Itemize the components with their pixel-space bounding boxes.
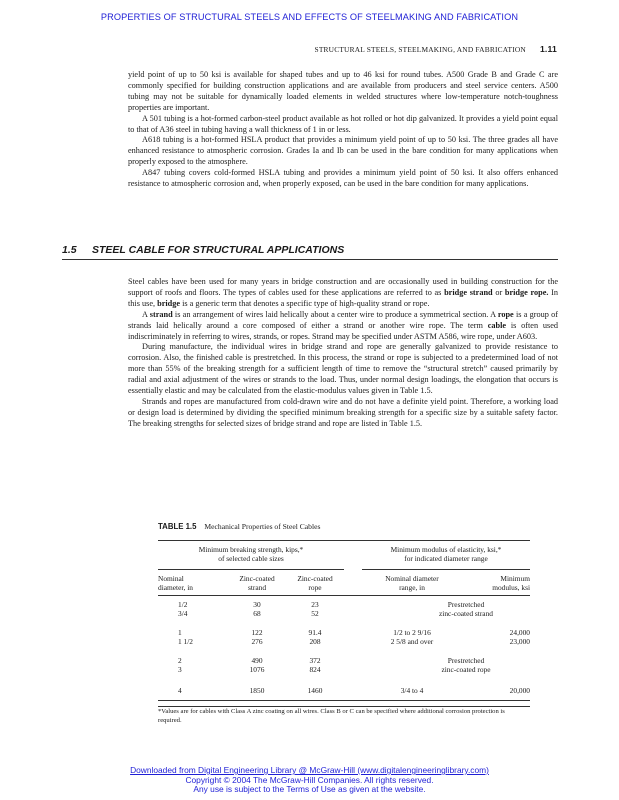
- table-row: 3/4 68 52: [178, 609, 319, 618]
- running-head-text: STRUCTURAL STEELS, STEELMAKING, AND FABRICATION: [314, 45, 526, 54]
- footer-copyright: Copyright © 2004 The McGraw-Hill Companies. All rights reserved.: [185, 774, 434, 785]
- table-title: [158, 522, 320, 531]
- footer-terms: Any use is subject to the Terms of Use as given at the website.: [193, 784, 426, 795]
- paragraph: A strand is an arrangement of wires laid helically about a center wire to produce a symmetrical section. A rope is a group of strands laid helically around a core composed of either a strand or another wire rope. The term cable is often used indiscriminately in referring to wires, strands, or ropes. Strand may be specified under ASTM A586, wire rope, under A603.: [128, 309, 558, 341]
- paragraph: yield point of up to 50 ksi is available for shaped tubes and up to 46 ksi for round tubes. A500 Grade B and Grade C are commonly specified for building construction applications and are available from producers and steel service centers. A500 tubing may not be suitable for dynamically loaded elements in welded structures where low-temperature notch-toughness properties are important.: [128, 70, 558, 112]
- paragraph: A 501 tubing is a hot-formed carbon-steel product available as hot rolled or hot dip galvanized. It provides a yield point equal to that of A36 steel in tubing having a wall thickness of 1 in or less.: [128, 113, 558, 134]
- footer-link[interactable]: Downloaded from Digital Engineering Library @ McGraw-Hill (www.digitalengineeringlibrary.com): [130, 765, 489, 775]
- page-banner: PROPERTIES OF STRUCTURAL STEELS AND EFFECTS OF STEELMAKING AND FABRICATION: [100, 12, 519, 22]
- table-caption: Mechanical Properties of Steel Cables: [204, 522, 321, 531]
- paragraph: A847 tubing covers cold-formed HSLA tubing and provides a minimum yield point of 50 ksi. It also offers enhanced resistance to atmospheric corrosion and, when properly exposed, can be used in the bare condition for many applications.: [128, 168, 558, 189]
- intro-text: [128, 70, 558, 190]
- table-row: 3 1076 824: [178, 665, 321, 674]
- table-row: 2 490 372 Prestretched zinc-coated rope: [178, 656, 491, 674]
- section-text: [128, 277, 558, 430]
- page-number: 1.11: [539, 44, 557, 54]
- table-group-header: Minimum breaking strength, kips,* of selected cable sizes Minimum modulus of elasticity, ksi,* for indicated diameter range: [158, 541, 530, 564]
- table-row: 1 1/2 276 208 2 5/8 and over 23,000: [178, 637, 530, 646]
- cable-properties-table: [158, 540, 530, 701]
- section-number: 1.5: [62, 244, 77, 256]
- table-row: 1 122 91.4 1/2 to 2 9/16 24,000: [178, 628, 530, 637]
- paragraph: During manufacture, the individual wires in bridge strand and rope are generally galvanized to provide resistance to corrosion. Also, the finished cable is prestretched. In this process, the strand or rope is subjected to a predetermined load of not more than 55% of the breaking strength for a sufficient length of time to remove the “structural stretch” caused primarily by radial and axial adjustment of the wires or strands to the load. Thus, under normal design loadings, the elongation that occurs is essentially elastic and may be calculated from the elastic-modulus values given in Table 1.5.: [128, 342, 558, 396]
- table-row: 4 1850 1460 3/4 to 4 20,000: [178, 686, 530, 695]
- table-row: 1/2 30 23 Prestretched zinc-coated strand: [178, 600, 493, 618]
- section-heading: [62, 244, 558, 260]
- table-column-header: Nominal diameter, in Zinc-coated strand Zinc-coated rope Nominal diameter range, in Minimum modulus, ksi: [158, 563, 530, 592]
- paragraph: A618 tubing is a hot-formed HSLA product that provides a minimum yield point of up to 50 ksi. The three grades all have enhanced resistance to atmospheric corrosion. Grades Ia and Ib can be used in the bare condition for many applications when properly exposed to the atmosphere.: [128, 135, 558, 167]
- section-title: STEEL CABLE FOR STRUCTURAL APPLICATIONS: [92, 244, 345, 256]
- table-footnote: *Values are for cables with Class A zinc coating on all wires. Class B or C can be specified where additional corrosion protection is required.: [158, 706, 530, 725]
- table-label: TABLE 1.5: [158, 522, 197, 531]
- running-head: [315, 44, 557, 54]
- paragraph: Steel cables have been used for many years in bridge construction and are occasionally used in building construction for the support of roofs and floors. The types of cables used for these applications are referred to as bridge strand or bridge rope. In this use, bridge is a generic term that denotes a specific type of high-quality strand or rope.: [128, 277, 558, 308]
- paragraph: Strands and ropes are manufactured from cold-drawn wire and do not have a definite yield point. Therefore, a working load or design load is determined by dividing the specified minimum breaking strength for a specific size by a suitable safety factor. The breaking strengths for selected sizes of bridge strand and rope are listed in Table 1.5.: [128, 396, 558, 428]
- page-footer: [0, 766, 619, 795]
